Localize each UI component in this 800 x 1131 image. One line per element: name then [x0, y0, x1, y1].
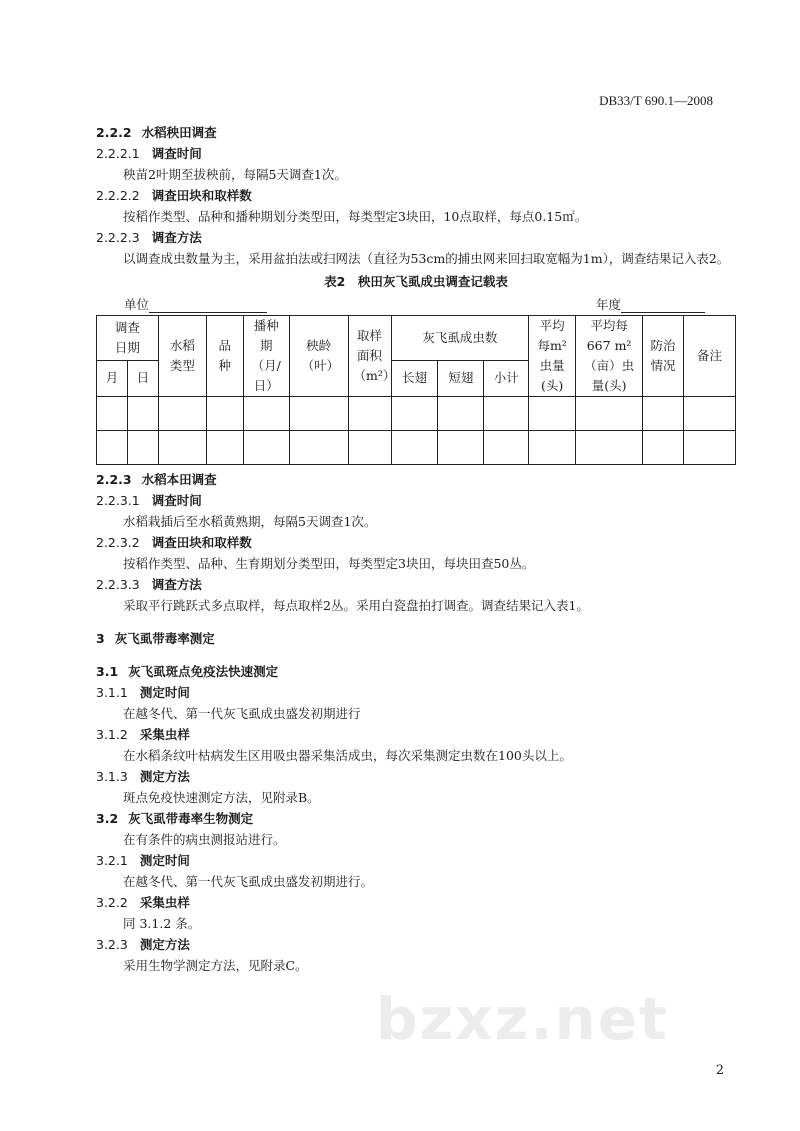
cell[interactable]	[391, 397, 438, 431]
cell[interactable]	[391, 431, 438, 465]
heading-3-2-3: 3.2.3 测定方法	[96, 937, 190, 952]
header-adult-count: 灰飞虱成虫数	[391, 316, 529, 361]
table-2-meta	[96, 293, 736, 315]
cell[interactable]	[289, 397, 348, 431]
heading-2-2-2-3: 2.2.2.3 调查方法	[96, 230, 202, 245]
paragraph-3-1-2: 在水稻条纹叶枯病发生区用吸虫器采集活成虫，每次采集测定虫数在100头以上。	[123, 748, 572, 763]
header-subtotal: 小计	[484, 360, 529, 396]
cell[interactable]	[576, 397, 643, 431]
heading-2-2-3-1: 2.2.3.1 调查时间	[96, 493, 202, 508]
cell[interactable]	[243, 431, 289, 465]
table-row	[97, 431, 736, 465]
heading-3-2-2: 3.2.2 采集虫样	[96, 895, 190, 910]
cell[interactable]	[576, 431, 643, 465]
heading-2-2-2-2: 2.2.2.2 调查田块和取样数	[96, 188, 252, 203]
heading-2-2-3-2: 2.2.3.2 调查田块和取样数	[96, 535, 252, 550]
paragraph-2-2-3-1: 水稻栽插后至水稻黄熟期，每隔5天调查1次。	[123, 514, 377, 529]
header-date: 调查 日期	[97, 316, 159, 361]
heading-2-2-2-1: 2.2.2.1 调查时间	[96, 146, 202, 161]
cell[interactable]	[529, 431, 576, 465]
standard-code: DB33/T 690.1—2008	[599, 93, 713, 108]
heading-2-2-3: 2.2.3 水稻本田调查	[96, 472, 217, 487]
cell[interactable]	[348, 397, 391, 431]
heading-3-1: 3.1 灰飞虱斑点免疫法快速测定	[96, 664, 279, 679]
record-table-2	[96, 315, 736, 465]
cell[interactable]	[158, 397, 206, 431]
page-content	[96, 122, 736, 976]
cell[interactable]	[684, 431, 736, 465]
unit-blank	[149, 298, 267, 313]
cell[interactable]	[643, 397, 684, 431]
heading-3: 3 灰飞虱带毒率测定	[96, 631, 215, 646]
paragraph-2-2-3-3: 采取平行跳跃式多点取样，每点取样2丛。采用白瓷盘拍打调查。调查结果记入表1。	[123, 598, 589, 613]
header-day: 日	[127, 360, 158, 396]
cell[interactable]	[158, 431, 206, 465]
year-blank	[621, 298, 705, 313]
header-sowing-date: 播种期（月/日）	[243, 316, 289, 397]
cell[interactable]	[127, 431, 158, 465]
heading-2-2-3-3: 2.2.3.3 调查方法	[96, 577, 202, 592]
heading-3-1-2: 3.1.2 采集虫样	[96, 727, 190, 742]
cell[interactable]	[529, 397, 576, 431]
watermark: bzxz.net	[376, 985, 669, 1053]
heading-3-2-1: 3.2.1 测定时间	[96, 853, 190, 868]
year-field: 年度	[596, 295, 705, 313]
unit-field: 单位	[124, 295, 267, 313]
header-rice-type: 水稻类型	[158, 316, 206, 397]
header-note: 备注	[684, 316, 736, 397]
page-number: 2	[715, 1063, 724, 1078]
cell[interactable]	[348, 431, 391, 465]
cell[interactable]	[289, 431, 348, 465]
cell[interactable]	[438, 397, 484, 431]
paragraph-2-2-3-2: 按稻作类型、品种、生育期划分类型田，每类型定3块田，每块田查50丛。	[123, 556, 535, 571]
paragraph-3-2-3: 采用生物学测定方法，见附录C。	[123, 958, 308, 973]
cell[interactable]	[243, 397, 289, 431]
cell[interactable]	[684, 397, 736, 431]
paragraph-3-1-3: 斑点免疫快速测定方法，见附录B。	[123, 790, 320, 805]
heading-2-2-2: 2.2.2 水稻秧田调查	[96, 125, 217, 140]
cell[interactable]	[438, 431, 484, 465]
paragraph-3-2-1: 在越冬代、第一代灰飞虱成虫盛发初期进行。	[123, 874, 374, 889]
cell[interactable]	[206, 431, 243, 465]
header-sample-area: 取样面积（m²）	[348, 316, 391, 397]
table-row	[97, 397, 736, 431]
cell[interactable]	[127, 397, 158, 431]
cell[interactable]	[643, 431, 684, 465]
cell[interactable]	[97, 397, 128, 431]
cell[interactable]	[97, 431, 128, 465]
header-variety: 品种	[206, 316, 243, 397]
paragraph-2-2-2-2: 按稻作类型、品种和播种期划分类型田，每类型定3块田，10点取样，每点0.15㎡。	[123, 209, 588, 224]
header-short-wing: 短翅	[438, 360, 484, 396]
heading-3-1-3: 3.1.3 测定方法	[96, 769, 190, 784]
header-month: 月	[97, 360, 128, 396]
cell[interactable]	[484, 397, 529, 431]
paragraph-3-2-2: 同 3.1.2 条。	[123, 916, 201, 931]
paragraph-2-2-2-3: 以调查成虫数量为主，采用盆拍法或扫网法（直径为53cm的捕虫网来回扫取宽幅为1m），调查结果记入表2。	[123, 251, 730, 266]
header-avg-per-m2: 平均每m²虫量(头)	[529, 316, 576, 397]
heading-3-2: 3.2 灰飞虱带毒率生物测定	[96, 811, 254, 826]
cell[interactable]	[484, 431, 529, 465]
cell[interactable]	[206, 397, 243, 431]
header-avg-per-mu: 平均每667 m²（亩）虫量(头)	[576, 316, 643, 397]
paragraph-2-2-2-1: 秧苗2叶期至拔秧前，每隔5天调查1次。	[123, 167, 347, 182]
header-long-wing: 长翅	[391, 360, 438, 396]
table-2-title: 表2 秧田灰飞虱成虫调查记载表	[324, 274, 508, 289]
header-control: 防治情况	[643, 316, 684, 397]
paragraph-3-2: 在有条件的病虫测报站进行。	[123, 832, 286, 847]
heading-3-1-1: 3.1.1 测定时间	[96, 685, 190, 700]
header-seedling-age: 秧龄（叶）	[289, 316, 348, 397]
paragraph-3-1-1: 在越冬代、第一代灰飞虱成虫盛发初期进行	[123, 706, 361, 721]
